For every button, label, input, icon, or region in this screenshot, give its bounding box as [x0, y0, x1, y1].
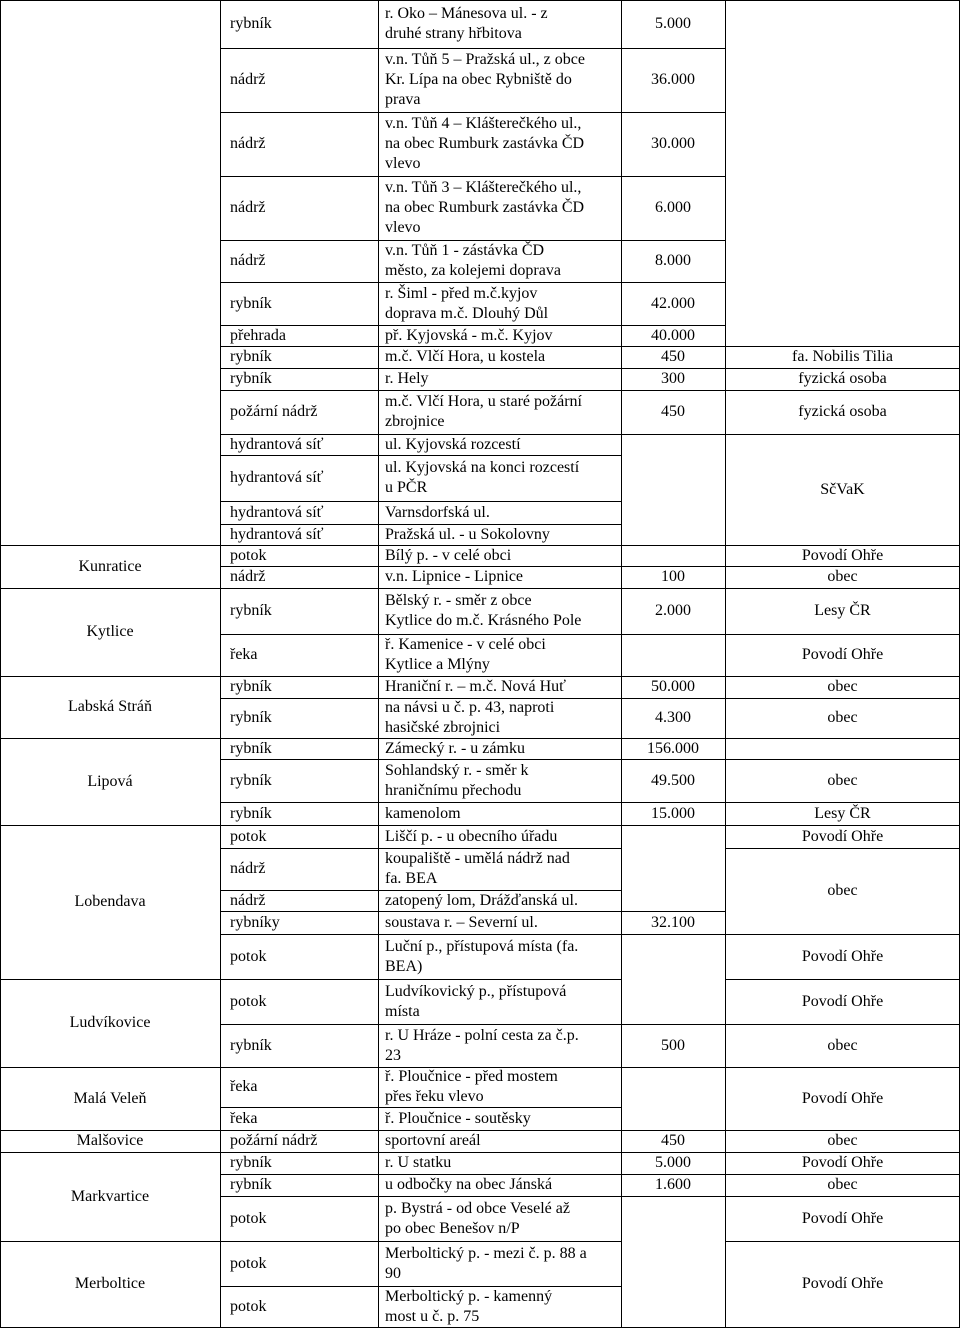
- volume-value: 4.300: [655, 709, 691, 726]
- table-rule: [220, 455, 378, 456]
- source-type: hydrantová síť: [230, 503, 324, 521]
- table-rule: [725, 390, 960, 391]
- source-type: potok: [230, 1209, 267, 1227]
- table-rule: [220, 0, 378, 1]
- location-line: m.č. Vlčí Hora, u kostela: [385, 348, 546, 365]
- table-rule: [220, 588, 378, 589]
- volume-value: 450: [661, 1132, 685, 1149]
- owner-name: Povodí Ohře: [801, 947, 884, 965]
- owner-name: Povodí Ohře: [801, 1154, 884, 1171]
- location-line: ř. Kamenice - v celé obci: [385, 636, 546, 653]
- volume-value: 40.000: [651, 326, 695, 344]
- location-line: 23: [385, 1046, 401, 1064]
- location-line: místa: [385, 1002, 420, 1020]
- source-type: rybník: [230, 348, 272, 365]
- location-line: soustava r. – Severní ul.: [385, 913, 538, 931]
- table-rule: [725, 934, 960, 935]
- table-rule: [220, 0, 221, 1327]
- table-rule: [220, 848, 378, 849]
- source-type: požární nádrž: [230, 403, 318, 420]
- volume-value: 500: [661, 1036, 685, 1054]
- source-type: rybník: [230, 739, 272, 757]
- table-rule: [621, 825, 725, 826]
- municipality-name: Lobendava: [74, 893, 146, 910]
- table-rule: [378, 979, 621, 980]
- source-type: nádrž: [230, 568, 266, 585]
- source-type: hydrantová síť: [230, 525, 324, 543]
- table-rule: [378, 1196, 621, 1197]
- location-line: koupaliště - umělá nádrž nad: [385, 850, 570, 867]
- owner-name: obec: [827, 1132, 858, 1149]
- municipality-name: Merboltice: [74, 1275, 146, 1292]
- table-rule: [0, 1241, 220, 1242]
- owner-name: obec: [827, 1036, 858, 1054]
- table-rule: [621, 282, 725, 283]
- table-rule: [378, 934, 621, 935]
- source-type: nádrž: [230, 252, 266, 269]
- location-line: ř. Ploučnice - před mostem: [385, 1068, 558, 1085]
- location-line: ul. Kyjovská na konci rozcestí: [385, 459, 580, 476]
- volume-value: 30.000: [651, 135, 695, 152]
- source-type: nádrž: [230, 860, 266, 877]
- source-type: řeka: [230, 646, 258, 663]
- table-rule: [621, 698, 725, 699]
- location-line: prava: [385, 91, 421, 108]
- table-rule: [220, 282, 378, 283]
- source-type: rybník: [230, 709, 272, 726]
- volume-value: 450: [661, 348, 685, 365]
- owner-name: fyzická osoba: [798, 370, 887, 387]
- volume-value: 36.000: [651, 71, 695, 88]
- location-line: Merboltický p. - mezi č. p. 88 a: [385, 1244, 587, 1262]
- table-rule: [621, 0, 725, 1]
- source-type: potok: [230, 1297, 267, 1315]
- volume-value: 156.000: [647, 739, 699, 757]
- table-rule: [725, 1067, 960, 1068]
- table-rule: [220, 1241, 378, 1242]
- table-rule: [621, 1024, 725, 1025]
- table-rule: [621, 176, 725, 177]
- table-rule: [621, 390, 725, 391]
- location-line: v.n. Tůň 5 – Pražská ul., z obce: [385, 51, 585, 68]
- table-rule: [621, 0, 622, 1327]
- location-line: na obec Rumburk zastávka ČD: [385, 199, 585, 216]
- table-rule: [621, 634, 725, 635]
- table-rule: [621, 1196, 725, 1197]
- source-type: rybník: [230, 15, 272, 32]
- owner-name: Lesy ČR: [814, 804, 871, 822]
- location-line: zbrojnice: [385, 413, 445, 430]
- municipality-name: Ludvíkovice: [69, 1014, 151, 1031]
- volume-value: 450: [661, 403, 685, 420]
- location-line: Liščí p. - u obecního úřadu: [385, 827, 558, 845]
- municipality-name: Kytlice: [86, 623, 134, 640]
- location-line: r. U Hráze - polní cesta za č.p.: [385, 1026, 579, 1044]
- location-line: na obec Rumburk zastávka ČD: [385, 135, 585, 152]
- table-rule: [725, 759, 960, 760]
- source-type: rybník: [230, 370, 272, 387]
- table-rule: [378, 1241, 621, 1242]
- location-line: vlevo: [385, 155, 421, 172]
- owner-name: Povodí Ohře: [801, 1089, 884, 1107]
- location-line: vlevo: [385, 219, 421, 236]
- location-line: hraničnímu přechodu: [385, 781, 522, 799]
- table-rule: [220, 1286, 378, 1287]
- location-line: Kytlice do m.č. Krásného Pole: [385, 612, 582, 629]
- table-rule: [725, 979, 960, 980]
- table-rule: [621, 1067, 725, 1068]
- source-type: potok: [230, 992, 267, 1010]
- source-type: potok: [230, 546, 267, 564]
- owner-name: Povodí Ohře: [801, 546, 884, 564]
- source-type: rybník: [230, 1154, 272, 1171]
- location-line: u PČR: [385, 479, 428, 496]
- location-line: Kytlice a Mlýny: [385, 656, 490, 673]
- owner-name: obec: [827, 678, 858, 695]
- location-line: doprava m.č. Dlouhý Důl: [385, 304, 549, 322]
- table-rule: [220, 176, 378, 177]
- table-rule: [725, 848, 960, 849]
- location-line: Ludvíkovický p., přístupová: [385, 982, 567, 1000]
- table-rule: [621, 545, 725, 546]
- volume-value: 6.000: [655, 199, 691, 216]
- table-rule: [378, 0, 621, 1]
- volume-value: 300: [661, 370, 685, 387]
- table-rule: [220, 979, 378, 980]
- source-type: rybník: [230, 678, 272, 695]
- owner-name: obec: [827, 771, 858, 789]
- owner-name: Povodí Ohře: [801, 646, 884, 663]
- volume-value: 42.000: [651, 294, 695, 312]
- table-rule: [378, 390, 621, 391]
- table-rule: [725, 738, 960, 739]
- source-type: přehrada: [230, 326, 286, 344]
- location-line: sportovní areál: [385, 1132, 481, 1149]
- location-line: kamenolom: [385, 804, 461, 822]
- municipality-name: Markvartice: [70, 1187, 150, 1205]
- location-line: v.n. Tůň 1 - zástávka ČD: [385, 242, 545, 259]
- source-type: požární nádrž: [230, 1132, 318, 1149]
- location-line: m.č. Vlčí Hora, u staré požární: [385, 393, 582, 410]
- source-type: rybník: [230, 294, 272, 312]
- location-line: Bílý p. - v celé obci: [385, 546, 512, 564]
- location-line: Bělský r. - směr z obce: [385, 592, 532, 609]
- location-line: p. Bystrá - od obce Veselé až: [385, 1199, 570, 1217]
- municipality-name: Lipová: [87, 772, 133, 790]
- volume-value: 100: [661, 568, 685, 585]
- location-line: na návsi u č. p. 43, naproti: [385, 699, 555, 716]
- source-type: rybník: [230, 602, 272, 619]
- table-rule: [378, 112, 621, 113]
- table-rule: [0, 738, 220, 739]
- table-rule: [725, 634, 960, 635]
- location-line: u odbočky na obec Jánská: [385, 1176, 553, 1193]
- table-rule: [0, 979, 220, 980]
- source-type: potok: [230, 947, 267, 965]
- table-rule: [0, 0, 1, 1327]
- table-rule: [725, 1024, 960, 1025]
- location-line: město, za kolejemi doprava: [385, 262, 561, 279]
- table-rule: [220, 1024, 378, 1025]
- source-type: potok: [230, 1254, 267, 1272]
- table-rule: [621, 434, 725, 435]
- volume-value: 5.000: [655, 15, 691, 32]
- table-rule: [220, 698, 378, 699]
- table-rule: [220, 390, 378, 391]
- table-rule: [220, 240, 378, 241]
- municipality-name: Malšovice: [76, 1132, 144, 1149]
- owner-name: obec: [827, 568, 858, 585]
- volume-value: 5.000: [655, 1154, 691, 1171]
- source-type: rybník: [230, 1036, 272, 1054]
- owner-name: Povodí Ohře: [801, 1209, 884, 1227]
- table-rule: [220, 634, 378, 635]
- owner-name: Lesy ČR: [814, 602, 871, 619]
- location-line: Pražská ul. - u Sokolovny: [385, 525, 550, 543]
- source-type: hydrantová síť: [230, 469, 324, 486]
- source-type: řeka: [230, 1109, 258, 1127]
- location-line: zatopený lom, Drážďanská ul.: [385, 891, 578, 909]
- owner-name: SčVaK: [820, 480, 865, 498]
- table-rule: [621, 112, 725, 113]
- owner-name: obec: [827, 1176, 858, 1193]
- owner-name: fa. Nobilis Tilia: [792, 348, 893, 365]
- location-line: 90: [385, 1264, 401, 1282]
- municipality-name: Kunratice: [78, 557, 142, 575]
- location-line: Varnsdorfská ul.: [385, 503, 490, 521]
- location-line: ul. Kyjovská rozcestí: [385, 435, 521, 453]
- location-line: Kr. Lípa na obec Rybniště do: [385, 71, 572, 88]
- table-rule: [378, 455, 621, 456]
- table-rule: [621, 588, 725, 589]
- location-line: př. Kyjovská - m.č. Kyjov: [385, 326, 553, 344]
- location-line: přes řeku vlevo: [385, 1088, 484, 1105]
- table-rule: [220, 1067, 378, 1068]
- location-line: most u č. p. 75: [385, 1307, 480, 1325]
- location-line: BEA): [385, 957, 423, 975]
- table-rule: [0, 825, 220, 826]
- table-rule: [220, 48, 378, 49]
- location-line: v.n. Tůň 3 – Klášterečkého ul.,: [385, 179, 582, 196]
- table-rule: [621, 48, 725, 49]
- table-rule: [621, 240, 725, 241]
- volume-value: 50.000: [651, 678, 695, 695]
- table-rule: [378, 176, 621, 177]
- location-line: r. Šiml - před m.č.kyjov: [385, 284, 538, 302]
- source-type: nádrž: [230, 71, 266, 88]
- table-rule: [725, 698, 960, 699]
- volume-value: 8.000: [655, 252, 691, 269]
- source-type: nádrž: [230, 135, 266, 152]
- source-type: řeka: [230, 1078, 258, 1095]
- municipality-name: Malá Veleň: [73, 1089, 147, 1107]
- location-line: druhé strany hřbitova: [385, 25, 522, 42]
- table-rule: [0, 0, 220, 1]
- table-rule: [725, 1241, 960, 1242]
- location-line: v.n. Lipnice - Lipnice: [385, 568, 524, 585]
- volume-value: 32.100: [651, 913, 695, 931]
- location-line: Luční p., přístupová místa (fa.: [385, 937, 579, 955]
- owner-name: fyzická osoba: [798, 403, 887, 420]
- owner-name: Povodí Ohře: [801, 1275, 884, 1292]
- table-rule: [220, 112, 378, 113]
- owner-name: obec: [827, 882, 858, 899]
- table-rule: [378, 48, 621, 49]
- volume-value: 15.000: [651, 804, 695, 822]
- location-line: Sohlandský r. - směr k: [385, 761, 529, 779]
- source-type: rybník: [230, 1176, 272, 1193]
- source-type: hydrantová síť: [230, 435, 324, 453]
- volume-value: 2.000: [655, 602, 691, 619]
- table-rule: [725, 0, 726, 1327]
- source-type: rybník: [230, 804, 272, 822]
- table-rule: [220, 1196, 378, 1197]
- table-rule: [725, 1196, 960, 1197]
- table-rule: [621, 934, 725, 935]
- owner-name: Povodí Ohře: [801, 827, 884, 845]
- source-type: rybníky: [230, 913, 280, 931]
- table-rule: [378, 588, 621, 589]
- table-rule: [0, 588, 220, 589]
- table-rule: [378, 0, 379, 1327]
- owner-name: obec: [827, 709, 858, 726]
- table-rule: [725, 588, 960, 589]
- table-rule: [0, 676, 220, 677]
- location-line: v.n. Tůň 4 – Klášterečkého ul.,: [385, 115, 582, 132]
- table-rule: [621, 759, 725, 760]
- location-line: fa. BEA: [385, 870, 438, 887]
- table-rule: [220, 934, 378, 935]
- table-rule: [0, 1152, 220, 1153]
- source-type: potok: [230, 827, 267, 845]
- location-line: r. Oko – Mánesova ul. - z: [385, 5, 548, 22]
- owner-name: Povodí Ohře: [801, 992, 884, 1010]
- table-rule: [725, 0, 960, 1]
- source-type: nádrž: [230, 891, 266, 909]
- table-rule: [0, 545, 220, 546]
- volume-value: 49.500: [651, 771, 695, 789]
- location-line: r. U statku: [385, 1154, 452, 1171]
- location-line: hasičské zbrojnici: [385, 719, 501, 736]
- source-type: nádrž: [230, 199, 266, 216]
- table-rule: [220, 759, 378, 760]
- location-line: Zámecký r. - u zámku: [385, 739, 525, 757]
- source-type: rybník: [230, 771, 272, 789]
- table-rule: [725, 434, 960, 435]
- volume-value: 1.600: [655, 1176, 691, 1193]
- location-line: r. Hely: [385, 370, 429, 387]
- municipality-name: Labská Stráň: [68, 698, 152, 715]
- location-line: Merboltický p. - kamenný: [385, 1287, 553, 1305]
- location-line: Hraniční r. – m.č. Nová Huť: [385, 678, 567, 695]
- location-line: ř. Ploučnice - soutěsky: [385, 1109, 531, 1127]
- location-line: po obec Benešov n/P: [385, 1219, 520, 1237]
- table-rule: [0, 1067, 220, 1068]
